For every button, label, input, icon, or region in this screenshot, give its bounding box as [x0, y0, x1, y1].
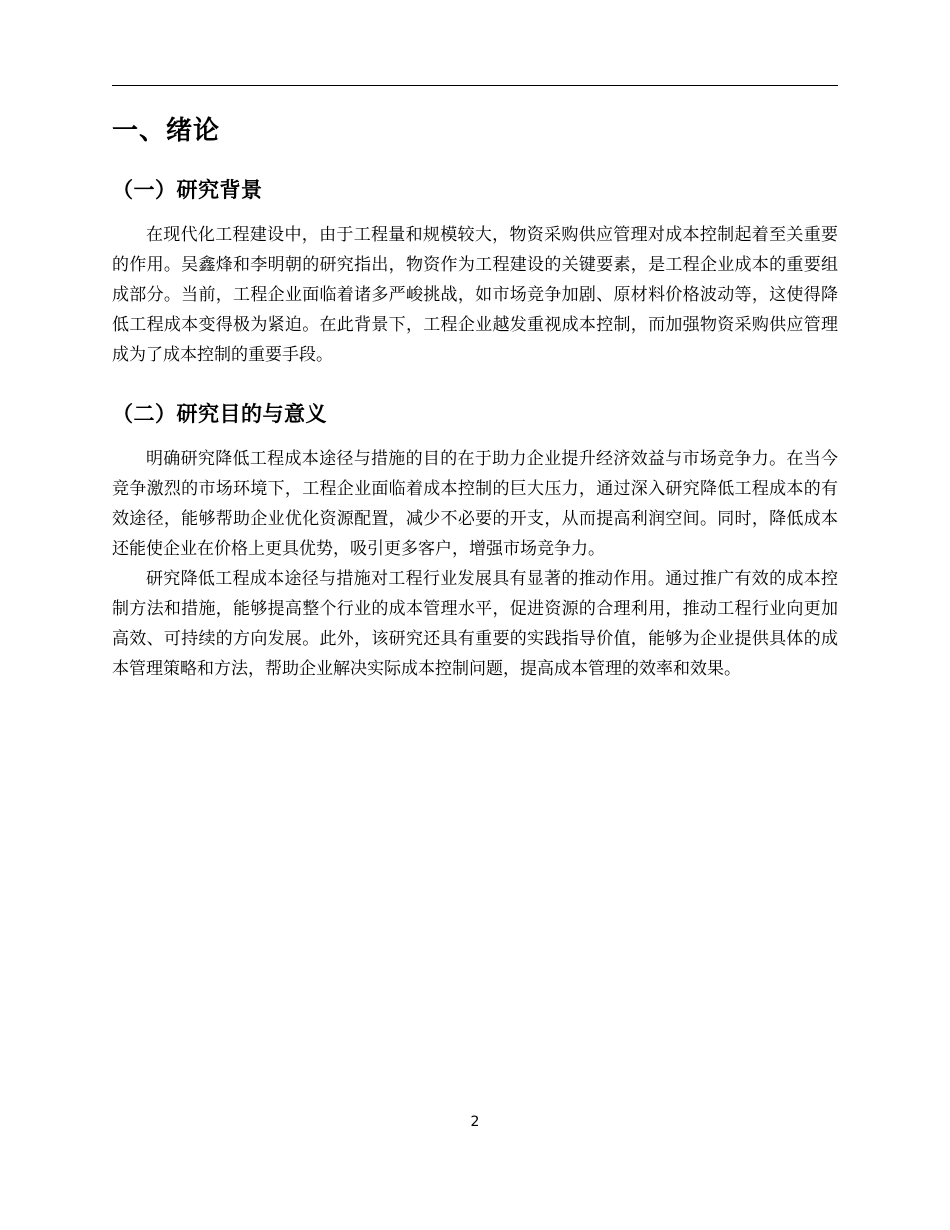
paragraph-background: 在现代化工程建设中，由于工程量和规模较大，物资采购供应管理对成本控制起着至关重要的作用。吴鑫烽和李明朝的研究指出，物资作为工程建设的关键要素，是工程企业成本的重要组成部分。当前，工程企业面临着诸多严峻挑战，如市场竞争加剧、原材料价格波动等，这使得降低工程成本变得极为紧迫。在此背景下，工程企业越发重视成本控制，而加强物资采购供应管理成为了成本控制的重要手段。	[112, 225, 838, 365]
section-heading-purpose: （二）研究目的与意义	[112, 402, 327, 426]
paragraph-purpose-1: 明确研究降低工程成本途径与措施的目的在于助力企业提升经济效益与市场竞争力。在当今竞争激烈的市场环境下，工程企业面临着成本控制的巨大压力，通过深入研究降低工程成本的有效途径，能够帮助企业优化资源配置，减少不必要的开支，从而提高利润空间。同时，降低成本还能使企业在价格上更具优势，吸引更多客户，增强市场竞争力。	[112, 449, 838, 559]
paragraph-purpose-2: 研究降低工程成本途径与措施对工程行业发展具有显著的推动作用。通过推广有效的成本控制方法和措施，能够提高整个行业的成本管理水平，促进资源的合理利用，推动工程行业向更加高效、可持续的方向发展。此外，该研究还具有重要的实践指导价值，能够为企业提供具体的成本管理策略和方法，帮助企业解决实际成本控制问题，提高成本管理的效率和效果。	[112, 569, 838, 679]
chapter-title: 一、绪论	[112, 116, 221, 146]
page-content	[112, 112, 838, 684]
header-rule	[112, 85, 838, 86]
section-heading-background: （一）研究背景	[112, 178, 263, 202]
page-number: 2	[470, 1114, 480, 1130]
